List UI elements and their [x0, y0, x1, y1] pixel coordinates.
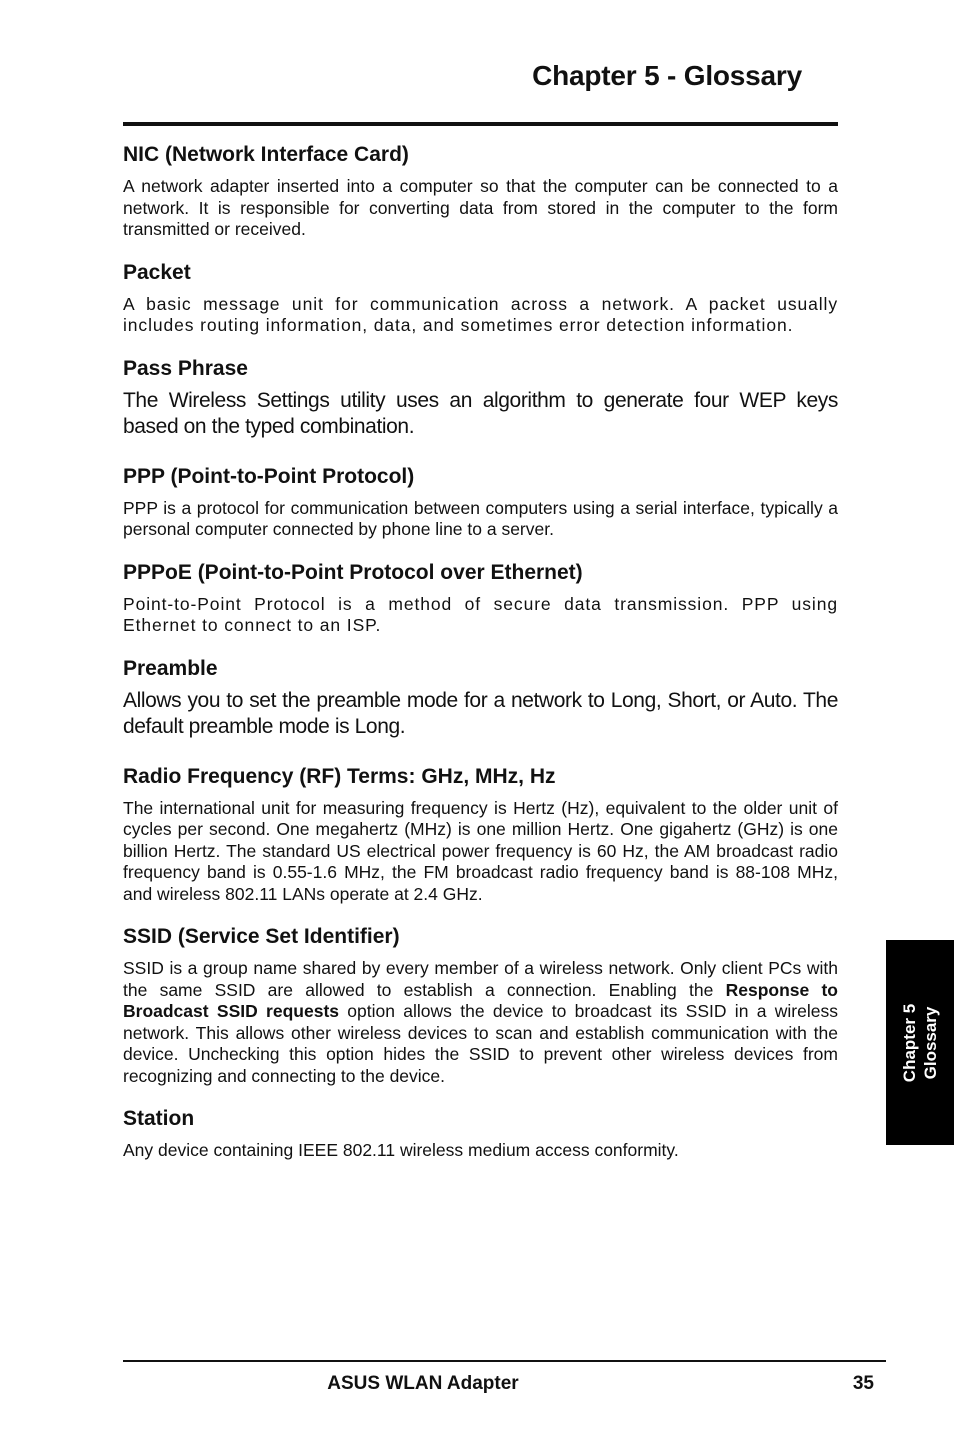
- glossary-entry-pppoe: [123, 560, 838, 637]
- term-definition: A basic message unit for communication across a network. A packet usually includes routing information, data, and sometimes error detection information.: [123, 293, 838, 335]
- definition-text-start: SSID is a group name shared by every member of a wireless network. Only client PCs with the same SSID are allowed to establish a connection. Enabling the: [123, 958, 838, 1000]
- term-heading: PPPoE (Point-to-Point Protocol over Ethernet): [123, 560, 583, 584]
- term-definition: The Wireless Settings utility uses an algorithm to generate four WEP keys based on the typed combination.: [123, 388, 838, 438]
- term-heading: Radio Frequency (RF) Terms: GHz, MHz, Hz: [123, 764, 556, 788]
- glossary-entry-nic: [123, 142, 838, 241]
- side-tab-label: [899, 1003, 941, 1081]
- term-definition: Allows you to set the preamble mode for a network to Long, Short, or Auto. The default preamble mode is Long.: [123, 688, 838, 738]
- term-heading: PPP (Point-to-Point Protocol): [123, 464, 415, 488]
- chapter-side-tab: [886, 940, 954, 1145]
- term-heading: Station: [123, 1107, 195, 1130]
- side-tab-chapter: Chapter 5: [900, 1003, 919, 1082]
- page-number: 35: [852, 1373, 874, 1394]
- glossary-entry-ssid: [123, 924, 838, 1087]
- term-definition: PPP is a protocol for communication between computers using a serial interface, typically a personal computer connected by phone line to a server.: [123, 497, 838, 539]
- glossary-entry-preamble: [123, 656, 838, 740]
- option-name-response-to-broadcast: Response to Broadcast SSID requests: [123, 979, 838, 1021]
- term-definition: [123, 958, 838, 1087]
- footer-divider: [123, 1360, 886, 1362]
- glossary-entry-pass-phrase: [123, 356, 838, 440]
- term-heading: SSID (Service Set Identifier): [123, 925, 400, 948]
- term-definition: Point-to-Point Protocol is a method of secure data transmission. PPP using Ethernet to connect to an ISP.: [123, 593, 838, 635]
- term-heading: Packet: [123, 260, 191, 284]
- side-tab-section: Glossary: [921, 1006, 940, 1079]
- term-heading: NIC (Network Interface Card): [123, 143, 409, 166]
- term-definition: Any device containing IEEE 802.11 wireless medium access conformity.: [123, 1140, 679, 1160]
- glossary-entry-station: [123, 1106, 838, 1162]
- glossary-entry-rf-terms: [123, 764, 838, 906]
- page-title: Chapter 5 - Glossary: [532, 60, 802, 91]
- glossary-content: [123, 142, 838, 1162]
- term-heading: Pass Phrase: [123, 356, 248, 380]
- footer-title: ASUS WLAN Adapter: [327, 1373, 519, 1394]
- term-definition: The international unit for measuring frequency is Hertz (Hz), equivalent to the older unit of cycles per second. One megahertz (MHz) is one million Hertz. One gigahertz (GHz) is one billion Hertz. The standard US electrical power frequency is 60 Hz, the AM broadcast radio frequency band is 0.55-1.6 MHz, the FM broadcast radio frequency band is 88-108 MHz, and wireless 802.11 LANs operate at 2.4 GHz.: [123, 797, 838, 904]
- term-definition: A network adapter inserted into a computer so that the computer can be connected to a network. It is responsible for converting data from stored in the computer to the form transmitted or received.: [123, 176, 838, 239]
- term-heading: Preamble: [123, 656, 218, 680]
- title-divider: [123, 122, 838, 126]
- glossary-entry-packet: [123, 260, 838, 337]
- definition-text-end: option allows the device to broadcast its SSID in a wireless network. This allows other wireless devices to scan and establish communication with the device. Unchecking this option hides the SSID to prevent other wireless devices from recognizing and connecting to the device.: [123, 1001, 838, 1086]
- glossary-entry-ppp: [123, 464, 838, 541]
